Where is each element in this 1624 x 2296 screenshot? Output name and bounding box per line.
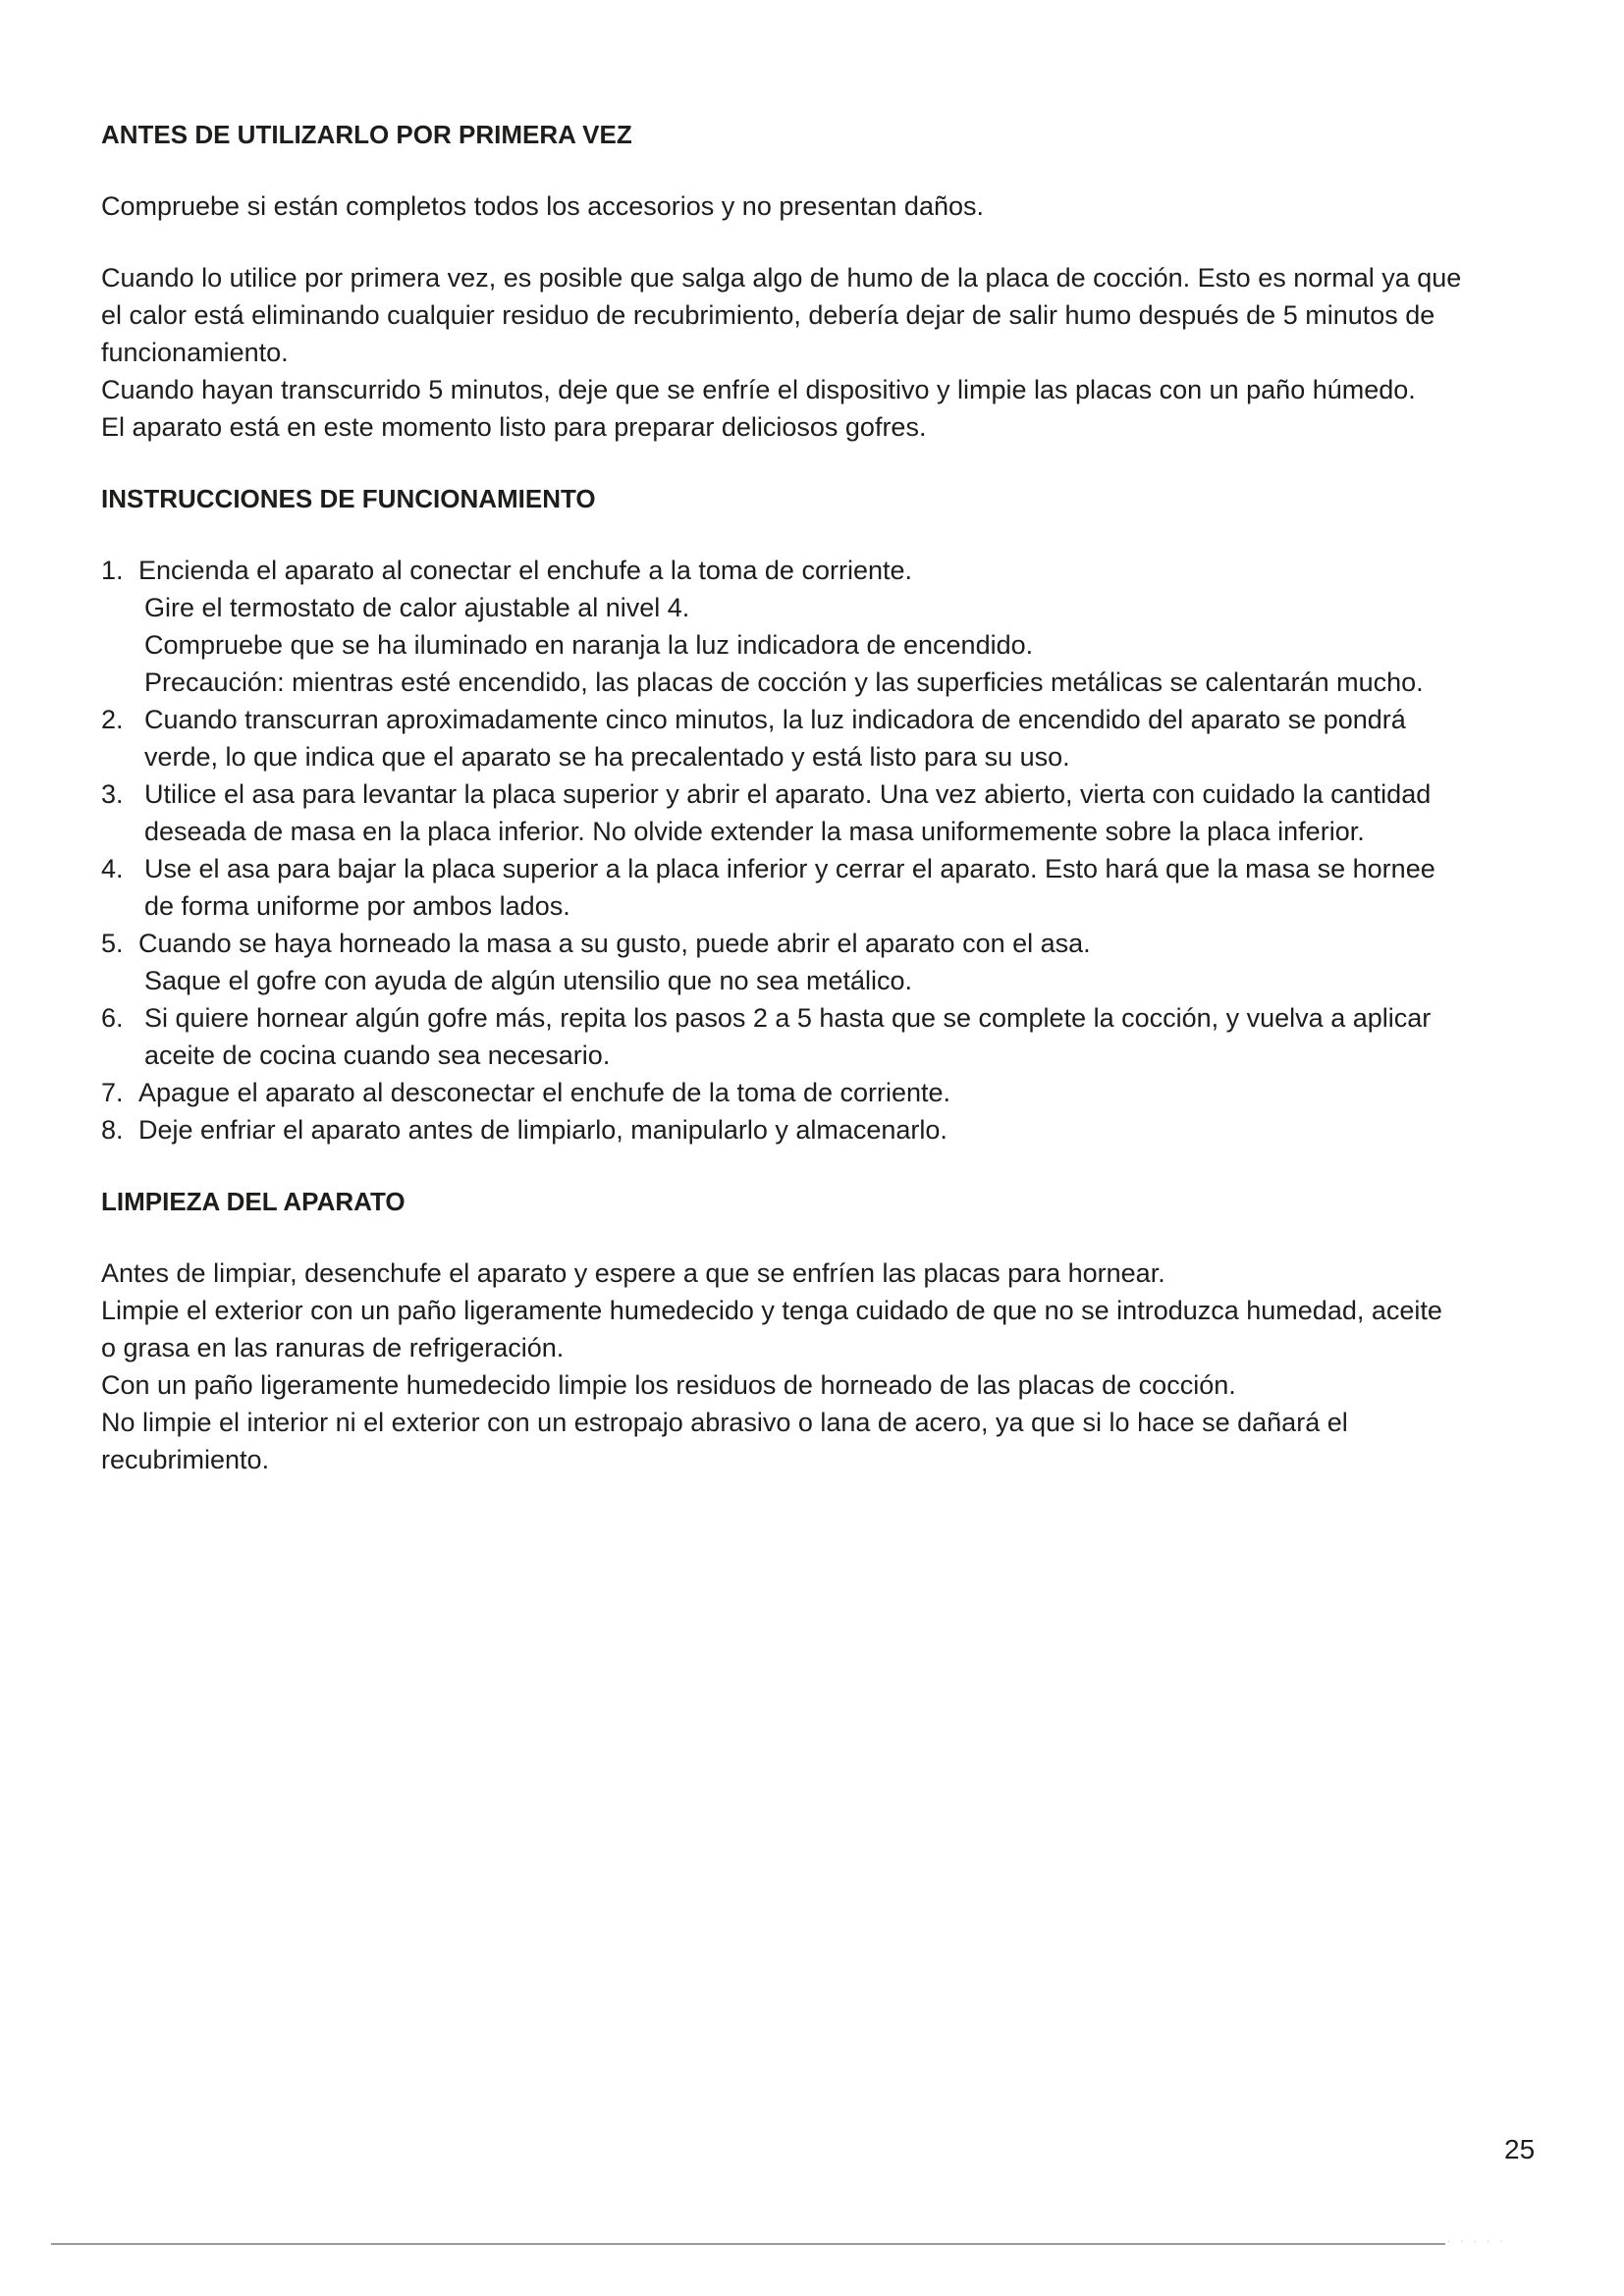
footer-divider: [51, 2243, 1445, 2245]
step-item-2: [101, 701, 1544, 775]
cleaning-line: recubrimiento.: [101, 1445, 270, 1474]
step-number: 2.: [101, 705, 124, 734]
step-number: 3.: [101, 779, 124, 809]
cleaning-line: No limpie el interior ni el exterior con un estropajo abrasivo o lana de acero, ya que si lo hace se dañará el: [101, 1408, 1348, 1437]
page-content: [101, 116, 1544, 1478]
step-line: Saque el gofre con ayuda de algún utensilio que no sea metálico.: [144, 966, 913, 995]
step-line: Si quiere hornear algún gofre más, repita los pasos 2 a 5 hasta que se complete la cocción, y vuelva a aplicar: [144, 1003, 1432, 1033]
first-use-line: funcionamiento.: [101, 338, 289, 367]
step-line: deseada de masa en la placa inferior. No olvide extender la masa uniformemente sobre la placa inferior.: [144, 817, 1365, 846]
step-line: Encienda el aparato al conectar el enchufe a la toma de corriente.: [138, 556, 912, 585]
cleaning-line: Con un paño ligeramente humedecido limpie los residuos de horneado de las placas de cocción.: [101, 1370, 1236, 1400]
step-item-7: [101, 1074, 1544, 1111]
heading-first-use: ANTES DE UTILIZARLO POR PRIMERA VEZ: [101, 120, 632, 149]
operation-steps-list: [101, 552, 1544, 1148]
first-use-line: Cuando hayan transcurrido 5 minutos, deje que se enfríe el dispositivo y limpie las placas con un paño húmedo.: [101, 375, 1416, 404]
first-use-line: el calor está eliminando cualquier residuo de recubrimiento, debería dejar de salir humo después de 5 minutos de: [101, 300, 1435, 330]
cleaning-line: Antes de limpiar, desenchufe el aparato y espere a que se enfríen las placas para hornear.: [101, 1258, 1165, 1288]
first-use-paragraph-2: [101, 259, 1544, 446]
cleaning-paragraph: [101, 1255, 1544, 1478]
step-line: Deje enfriar el aparato antes de limpiarlo, manipularlo y almacenarlo.: [138, 1115, 947, 1145]
footer-dots-decoration: ·····: [1447, 2236, 1513, 2247]
step-number: 7.: [101, 1078, 124, 1107]
step-line: Utilice el asa para levantar la placa superior y abrir el aparato. Una vez abierto, vierta con cuidado la cantidad: [144, 779, 1432, 809]
step-item-1: [101, 552, 1544, 701]
step-item-6: [101, 999, 1544, 1074]
step-number: 4.: [101, 854, 124, 883]
step-item-5: [101, 925, 1544, 999]
step-number: 5.: [101, 929, 124, 958]
step-line: Apague el aparato al desconectar el enchufe de la toma de corriente.: [138, 1078, 951, 1107]
step-line: de forma uniforme por ambos lados.: [144, 891, 570, 921]
step-number: 6.: [101, 1003, 124, 1033]
first-use-line: Cuando lo utilice por primera vez, es posible que salga algo de humo de la placa de cocción. Esto es normal ya que: [101, 263, 1462, 293]
step-line: Gire el termostato de calor ajustable al nivel 4.: [144, 593, 690, 622]
cleaning-line: o grasa en las ranuras de refrigeración.: [101, 1333, 565, 1362]
heading-cleaning: LIMPIEZA DEL APARATO: [101, 1187, 406, 1216]
step-item-4: [101, 850, 1544, 925]
step-line: Compruebe que se ha iluminado en naranja la luz indicadora de encendido.: [144, 630, 1034, 660]
step-line: aceite de cocina cuando sea necesario.: [144, 1041, 611, 1070]
step-line: Use el asa para bajar la placa superior a la placa inferior y cerrar el aparato. Esto hará que la masa se hornee: [144, 854, 1435, 883]
step-line: Cuando se haya horneado la masa a su gusto, puede abrir el aparato con el asa.: [138, 929, 1091, 958]
page-number: 25: [1504, 2134, 1536, 2164]
step-item-3: [101, 775, 1544, 850]
first-use-line: El aparato está en este momento listo para preparar deliciosos gofres.: [101, 412, 927, 442]
step-item-8: [101, 1111, 1544, 1148]
step-line: Precaución: mientras esté encendido, las placas de cocción y las superficies metálicas se calentarán mucho.: [144, 667, 1424, 697]
step-line: Cuando transcurran aproximadamente cinco minutos, la luz indicadora de encendido del aparato se pondrá: [144, 705, 1406, 734]
step-line: verde, lo que indica que el aparato se ha precalentado y está listo para su uso.: [144, 742, 1070, 772]
first-use-paragraph-1: Compruebe si están completos todos los accesorios y no presentan daños.: [101, 191, 985, 221]
heading-operation: INSTRUCCIONES DE FUNCIONAMIENTO: [101, 484, 596, 513]
cleaning-line: Limpie el exterior con un paño ligeramente humedecido y tenga cuidado de que no se introduzca humedad, aceite: [101, 1296, 1442, 1325]
step-number: 8.: [101, 1115, 124, 1145]
step-number: 1.: [101, 556, 124, 585]
